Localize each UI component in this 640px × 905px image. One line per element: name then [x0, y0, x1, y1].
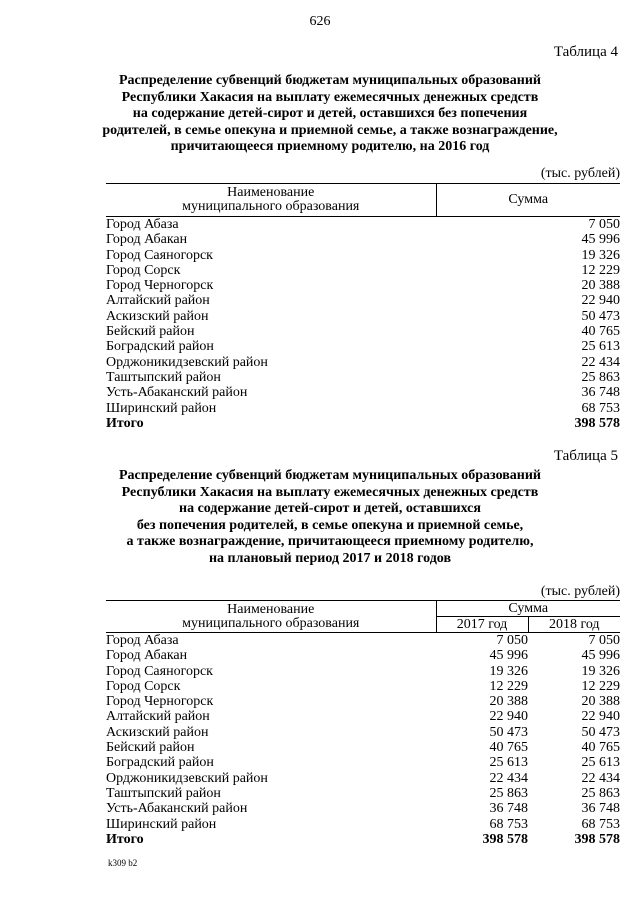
row-name: Бейский район [106, 324, 195, 340]
row-sum: 36 748 [581, 385, 620, 401]
table-4-header-sum: Сумма [436, 184, 620, 217]
table-row [106, 709, 620, 724]
row-name: Город Абакан [106, 232, 188, 248]
row-name: Боградский район [106, 755, 214, 771]
row-sum: 22 940 [581, 293, 620, 309]
row-value-2017: 25 863 [489, 785, 528, 801]
row-value-2017: 45 996 [489, 648, 528, 664]
row-value-2017: 25 613 [489, 755, 528, 771]
row-name: Аскизский район [106, 724, 209, 740]
table-row [106, 633, 620, 649]
row-value-2018: 50 473 [581, 724, 620, 740]
table-row [106, 771, 620, 786]
row-value-2018: 68 753 [581, 816, 620, 832]
row-name: Город Черногорск [106, 278, 214, 294]
row-value-2017: 20 388 [489, 694, 528, 710]
row-value-2018: 22 434 [581, 770, 620, 786]
table-5-title-line: а также вознаграждение, причитающееся приемному родителю, [126, 534, 534, 550]
table-row [106, 293, 620, 308]
row-value-2018: 22 940 [581, 709, 620, 725]
row-name: Орджоникидзевский район [106, 770, 268, 786]
total-row [106, 832, 620, 847]
row-name: Боградский район [106, 339, 214, 355]
table-4-unit: (тыс. рублей) [540, 166, 620, 181]
row-value-2018: 25 613 [581, 755, 620, 771]
row-name: Орджоникидзевский район [106, 354, 268, 370]
row-value-2017: 22 940 [489, 709, 528, 725]
row-name: Город Абаза [106, 217, 179, 232]
row-name: Бейский район [106, 740, 195, 756]
total-value-2017: 398 578 [482, 831, 528, 847]
table-row [106, 278, 620, 293]
table-row [106, 248, 620, 263]
header-name-line: Наименование [227, 185, 315, 200]
table-row [106, 232, 620, 247]
table-5 [106, 600, 620, 847]
row-value-2017: 22 434 [489, 770, 528, 786]
table-5-header-2018: 2018 год [528, 617, 620, 633]
table-5-label: Таблица 5 [553, 448, 618, 464]
table-row [106, 801, 620, 816]
row-value-2017: 50 473 [489, 724, 528, 740]
row-value-2018: 40 765 [581, 740, 620, 756]
row-name: Город Сорск [106, 678, 181, 694]
row-value-2017: 68 753 [489, 816, 528, 832]
row-value-2018: 45 996 [581, 648, 620, 664]
row-name: Алтайский район [106, 293, 210, 309]
table-row [106, 401, 620, 416]
table-4-title-line: причитающееся приемному родителю, на 2016 год [170, 139, 490, 155]
total-name: Итого [106, 831, 144, 847]
table-row [106, 217, 620, 233]
row-sum: 12 229 [581, 262, 620, 278]
row-sum: 40 765 [581, 324, 620, 340]
row-value-2017: 36 748 [489, 801, 528, 817]
table-4-label: Таблица 4 [553, 44, 618, 60]
row-name: Алтайский район [106, 709, 210, 725]
table-5-title-line: Республики Хакасия на выплату ежемесячных денежных средств [121, 484, 539, 500]
row-name: Город Саяногорск [106, 247, 213, 263]
row-sum: 22 434 [581, 354, 620, 370]
table-row [106, 786, 620, 801]
table-4-title-line: родителей, в семье опекуна и приемной семье, а также вознаграждение, [102, 122, 558, 138]
row-name: Усть-Абаканский район [106, 801, 248, 817]
header-name-line: Наименование [227, 601, 315, 617]
row-name: Город Черногорск [106, 694, 214, 710]
table-5-header-sum: Сумма [436, 601, 620, 617]
total-sum: 398 578 [574, 415, 620, 431]
row-name: Ширинский район [106, 816, 217, 832]
table-4-title [100, 73, 560, 156]
table-row [106, 370, 620, 385]
table-5-header-2017: 2017 год [436, 617, 528, 633]
row-name: Аскизский район [106, 308, 209, 324]
table-row [106, 817, 620, 832]
row-value-2017: 40 765 [489, 740, 528, 756]
total-row [106, 416, 620, 431]
row-name: Ширинский район [106, 400, 217, 416]
table-row [106, 664, 620, 679]
header-name-line: муниципального образования [182, 199, 360, 214]
table-5-body [106, 633, 620, 848]
table-row [106, 740, 620, 755]
row-value-2018: 25 863 [581, 785, 620, 801]
row-name: Город Абакан [106, 648, 188, 664]
row-value-2018: 12 229 [581, 678, 620, 694]
table-5-title-line: на содержание детей-сирот и детей, оставшихся [179, 501, 481, 517]
row-name: Город Сорск [106, 262, 181, 278]
table-4-title-line: Республики Хакасия на выплату ежемесячных денежных средств [121, 89, 539, 105]
row-name: Таштыпский район [106, 369, 221, 385]
table-4-title-line: Распределение субвенций бюджетам муниципальных образований [119, 73, 541, 88]
row-sum: 19 326 [581, 247, 620, 263]
table-row [106, 385, 620, 400]
row-sum: 25 863 [581, 369, 620, 385]
row-name: Город Абаза [106, 633, 179, 648]
table-4-title-line: на содержание детей-сирот и детей, оставшихся без попечения [132, 106, 528, 122]
page-number: 626 [309, 14, 331, 29]
row-sum: 45 996 [581, 232, 620, 248]
table-row [106, 263, 620, 278]
row-value-2018: 7 050 [588, 633, 620, 648]
table-row [106, 355, 620, 370]
table-5-unit: (тыс. рублей) [540, 584, 620, 599]
table-row [106, 339, 620, 354]
table-4-header-name [106, 184, 436, 217]
table-5-title-line: Распределение субвенций бюджетам муниципальных образований [119, 468, 541, 483]
row-value-2018: 19 326 [581, 663, 620, 679]
table-4-body [106, 217, 620, 432]
table-row [106, 725, 620, 740]
total-name: Итого [106, 415, 144, 431]
row-value-2018: 36 748 [581, 801, 620, 817]
row-value-2017: 7 050 [496, 633, 528, 648]
table-row [106, 324, 620, 339]
table-row [106, 694, 620, 709]
table-5-title-line: без попечения родителей, в семье опекуна и приемной семье, [136, 517, 524, 533]
row-name: Усть-Абаканский район [106, 385, 248, 401]
row-sum: 20 388 [581, 278, 620, 294]
footer-code: k309 b2 [108, 858, 138, 868]
row-name: Таштыпский район [106, 785, 221, 801]
table-4 [106, 183, 620, 431]
table-5-title [100, 468, 560, 568]
row-name: Город Саяногорск [106, 663, 213, 679]
table-5-header-name [106, 601, 436, 633]
row-value-2017: 19 326 [489, 663, 528, 679]
row-sum: 68 753 [581, 400, 620, 416]
table-5-title-line: на плановый период 2017 и 2018 годов [208, 550, 452, 566]
table-row [106, 679, 620, 694]
row-value-2018: 20 388 [581, 694, 620, 710]
row-sum: 25 613 [581, 339, 620, 355]
row-value-2017: 12 229 [489, 678, 528, 694]
total-value-2018: 398 578 [574, 831, 620, 847]
table-row [106, 648, 620, 663]
row-sum: 7 050 [588, 217, 620, 232]
row-sum: 50 473 [581, 308, 620, 324]
table-row [106, 755, 620, 770]
header-name-line: муниципального образования [182, 615, 360, 631]
table-row [106, 309, 620, 324]
